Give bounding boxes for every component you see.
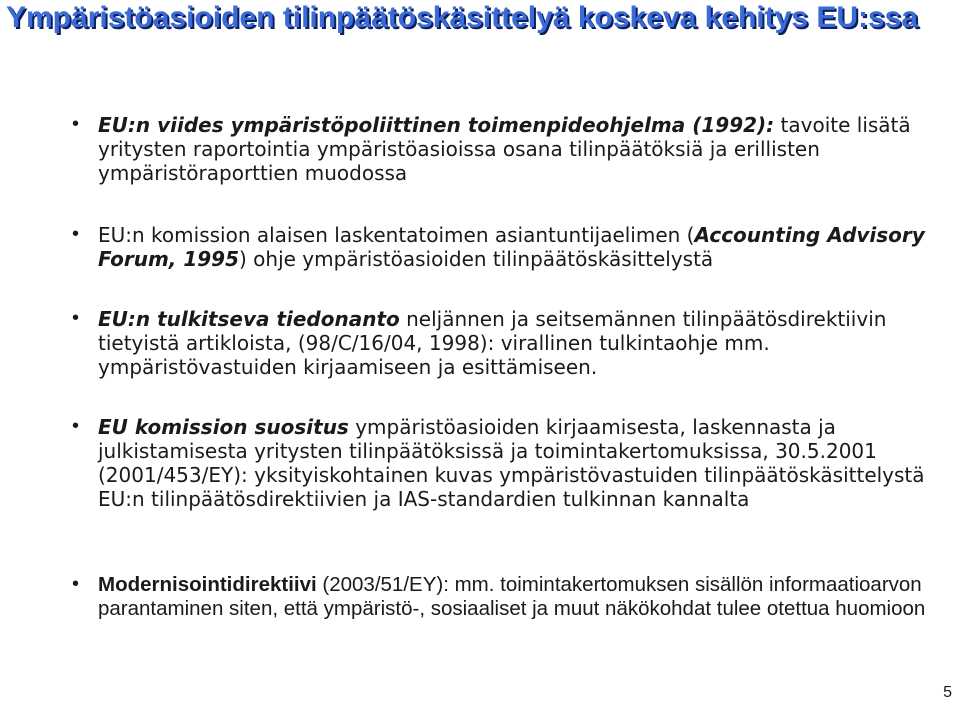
bullet-4-emphasis: EU komission suositus — [98, 415, 349, 439]
bullet-dot-icon: • — [72, 223, 80, 245]
bullet-3-emphasis: EU:n tulkitseva tiedonanto — [98, 307, 400, 331]
bullet-text-3 — [98, 307, 930, 379]
bullet-5-body: (2003/51/EY): mm. toimintakertomuksen sisällön informaatioarvon parantaminen siten, että ympäristö-, sosiaaliset ja muut näkökohdat tulee otettua huomioon — [98, 573, 926, 620]
bullet-dot-icon: • — [72, 415, 80, 437]
bullet-4-body: ympäristöasioiden kirjaamisesta, laskennasta ja julkistamisesta yritysten tilinpäätöksissä ja toimintakertomuksissa, 30.5.2001 (2001/453/EY): yksityiskohtainen kuvas ympäristövastuiden tilinpäätöskäsittelystä EU:n tilinpäätösdirektiivien ja IAS-standardien tulkinnan kannalta — [98, 415, 925, 511]
bullet-text-4 — [98, 415, 930, 511]
bullet-2-body-end: ) ohje ympäristöasioiden tilinpäätöskäsittelystä — [239, 247, 714, 271]
page-number: 5 — [943, 684, 952, 701]
bullet-text-2 — [98, 223, 930, 271]
slide-title: Ympäristöasioiden tilinpäätöskäsittelyä koskeva kehitys EU:ssa — [6, 1, 919, 34]
bullet-1-emphasis: EU:n viides ympäristöpoliittinen toimenpideohjelma (1992): — [98, 113, 775, 137]
bullet-dot-icon: • — [72, 307, 80, 329]
bullet-1-body: tavoite lisätä yritysten raportointia ympäristöasioissa osana tilinpäätöksiä ja erillisten ympäristöraporttien muodossa — [98, 113, 911, 185]
bullet-5-emphasis: Modernisointidirektiivi — [98, 573, 317, 596]
bullet-text-1 — [98, 113, 930, 185]
bullet-2-body-start: EU:n komission alaisen laskentatoimen asiantuntijaelimen ( — [98, 223, 695, 247]
bullet-2-emphasis: Accounting Advisory Forum, 1995 — [98, 223, 925, 271]
bullet-3-body: neljännen ja seitsemännen tilinpäätösdirektiivin tietyistä artikloista, (98/C/16/04, 1998): virallinen tulkintaohje mm. ympäristövastuiden kirjaamiseen ja esittämiseen. — [98, 307, 887, 379]
bullet-dot-icon: • — [72, 113, 80, 135]
bullet-text-5 — [98, 573, 930, 621]
bullet-dot-icon: • — [72, 573, 80, 595]
